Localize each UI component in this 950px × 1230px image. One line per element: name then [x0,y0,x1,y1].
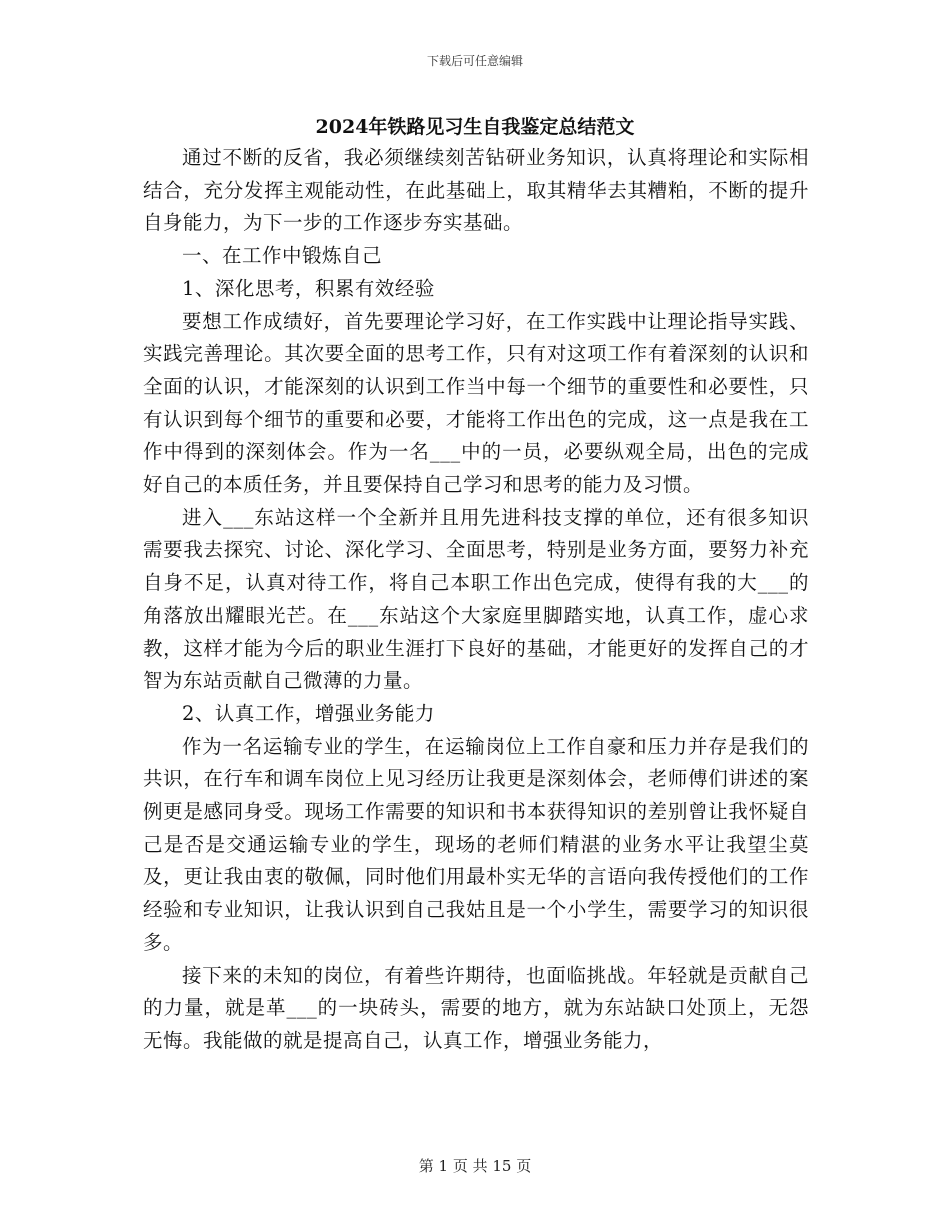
document-body [143,142,809,1058]
section-heading-1: 一、在工作中锻炼自己 [182,244,383,268]
subsection-heading-2: 2、认真工作，增强业务能力 [182,701,435,725]
paragraph-east-station: 进入___东站这样一个全新并且用先进科技支撑的单位，还有很多知识需要我去探究、讨论、深化学习、全面思考，特别是业务方面，要努力补充自身不足，认真对待工作，将自己本职工作出色完成，使得有我的大___的角落放出耀眼光芒。在___东站这个大家庭里脚踏实地，认真工作，虚心求教，这样才能为今后的职业生涯打下良好的基础，才能更好的发挥自己的才智为东站贡献自己微薄的力量。 [143,505,809,693]
paragraph-intro: 通过不断的反省，我必须继续刻苦钻研业务知识，认真将理论和实际相结合，充分发挥主观能动性，在此基础上，取其精华去其糟粕，不断的提升自身能力，为下一步的工作逐步夯实基础。 [143,146,809,235]
paragraph-transport-major: 作为一名运输专业的学生，在运输岗位上工作自豪和压力并存是我们的共识，在行车和调车岗位上见习经历让我更是深刻体会，老师傅们讲述的案例更是感同身受。现场工作需要的知识和书本获得知识的差别曾让我怀疑自己是否是交通运输专业的学生，现场的老师们精湛的业务水平让我望尘莫及，更让我由衷的敬佩，同时他们用最朴实无华的言语向我传授他们的工作经验和专业知识，让我认识到自己我姑且是一个小学生，需要学习的知识很多。 [143,734,809,954]
page-number: 第 1 页 共 15 页 [418,1157,532,1175]
paragraph-future-posts: 接下来的未知的岗位，有着些许期待，也面临挑战。年轻就是贡献自己的力量，就是革___的一块砖头，需要的地方，就为东站缺口处顶上，无怨无悔。我能做的就是提高自己，认真工作，增强业务能力， [143,963,809,1052]
subsection-heading-1: 1、深化思考，积累有效经验 [182,276,435,300]
header-note: 下载后可任意编辑 [426,54,523,68]
paragraph-theory-practice: 要想工作成绩好，首先要理论学习好，在工作实践中让理论指导实践、实践完善理论。其次要全面的思考工作，只有对这项工作有着深刻的认识和全面的认识，才能深刻的认识到工作当中每一个细节的重要性和必要性，只有认识到每个细节的重要和必要，才能将工作出色的完成，这一点是我在工作中得到的深刻体会。作为一名___中的一员，必要纵观全局，出色的完成好自己的本质任务，并且要保持自己学习和思考的能力及习惯。 [143,309,809,497]
document-title: 2024年铁路见习生自我鉴定总结范文 [315,116,635,138]
